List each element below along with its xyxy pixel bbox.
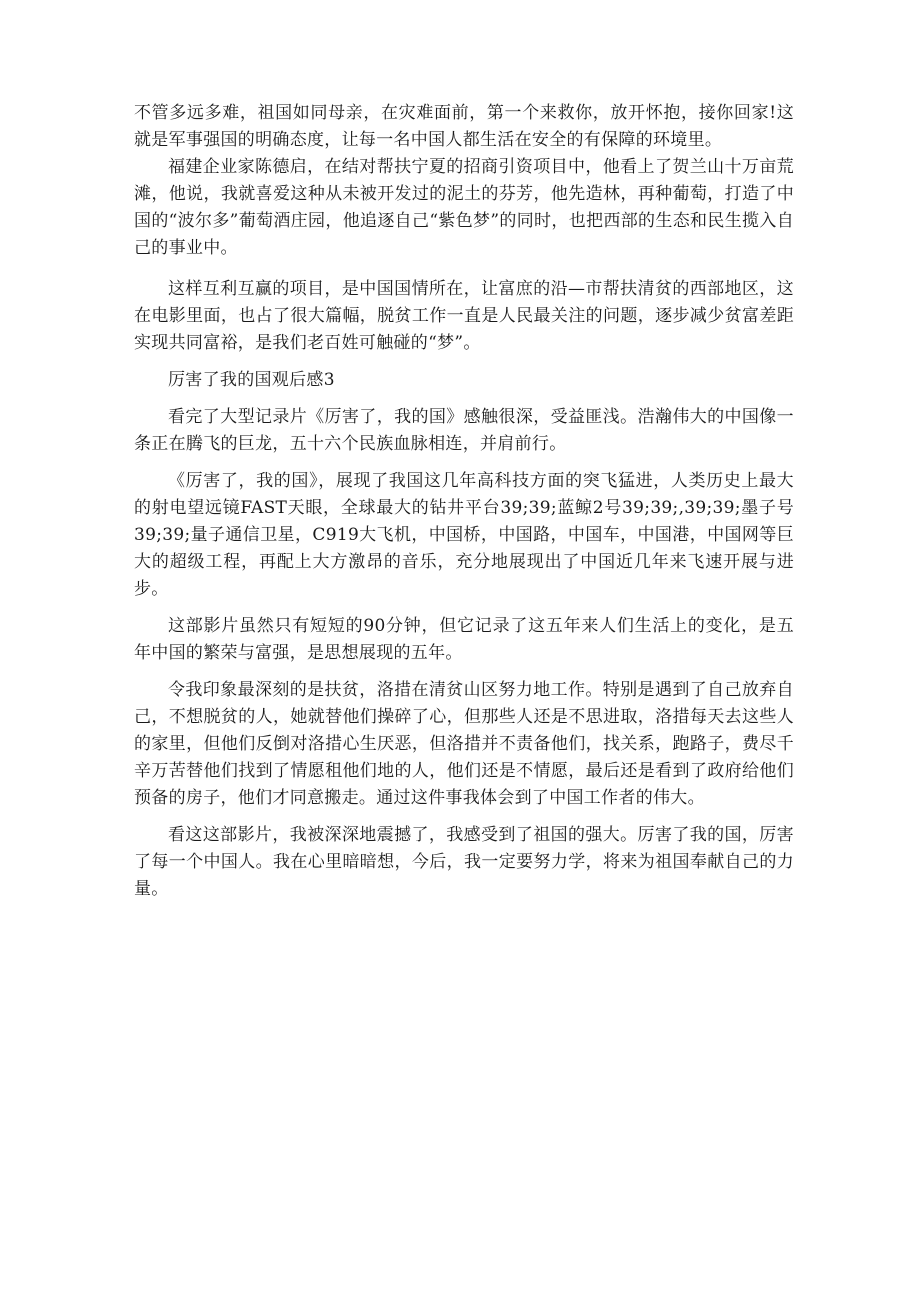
paragraph-5: 《厉害了，我的国》，展现了我国这几年高科技方面的突飞猛进，人类历史上最大的射电望远镜FAST天眼，全球最大的钻井平台39;39;蓝鲸2号39;39;,39;39;墨子号39;39;量子通信卫星，C919大飞机，中国桥，中国路，中国车，中国港，中国网等巨大的超级工程，再配上大方激昂的音乐，充分地展现出了中国近几年来飞速开展与进步。	[134, 471, 794, 599]
paragraph-2: 福建企业家陈德启，在结对帮扶宁夏的招商引资项目中，他看上了贺兰山十万亩荒滩，他说，我就喜爱这种从未被开发过的泥土的芬芳，他先造林，再种葡萄，打造了中国的“波尔多”葡萄酒庄园，他追逐自己“紫色梦”的同时，也把西部的生态和民生揽入自己的事业中。	[134, 157, 794, 258]
paragraph-8: 看这这部影片，我被深深地震撼了，我感受到了祖国的强大。厉害了我的国，厉害了每一个中国人。我在心里暗暗想，今后，我一定要努力学，将来为祖国奉献自己的力量。	[134, 825, 794, 899]
paragraph-1: 不管多远多难，祖国如同母亲，在灾难面前，第一个来救你，放开怀抱，接你回家!这就是军事强国的明确态度，让每一名中国人都生活在安全的有保障的环境里。	[134, 103, 794, 150]
document-body	[134, 100, 794, 903]
paragraph-7: 令我印象最深刻的是扶贫，洛措在清贫山区努力地工作。特别是遇到了自己放弃自己，不想脱贫的人，她就替他们操碎了心，但那些人还是不思进取，洛措每天去这些人的家里，但他们反倒对洛措心生厌恶，但洛措并不责备他们，找关系，跑路子，费尽千辛万苦替他们找到了情愿租他们地的人，他们还是不情愿，最后还是看到了政府给他们预备的房子，他们才同意搬走。通过这件事我体会到了中国工作者的伟大。	[134, 680, 794, 808]
section-heading: 厉害了我的国观后感3	[168, 370, 335, 390]
paragraph-6: 这部影片虽然只有短短的90分钟，但它记录了这五年来人们生活上的变化，是五年中国的繁荣与富强，是思想展现的五年。	[134, 616, 794, 663]
paragraph-3: 这样互利互赢的项目，是中国国情所在，让富庶的沿—市帮扶清贫的西部地区，这在电影里面，也占了很大篇幅，脱贫工作一直是人民最关注的问题，逐步减少贫富差距实现共同富裕，是我们老百姓可触碰的“梦”。	[134, 279, 794, 353]
paragraph-4: 看完了大型记录片《厉害了，我的国》感触很深，受益匪浅。浩瀚伟大的中国像一条正在腾飞的巨龙，五十六个民族血脉相连，并肩前行。	[134, 407, 794, 454]
